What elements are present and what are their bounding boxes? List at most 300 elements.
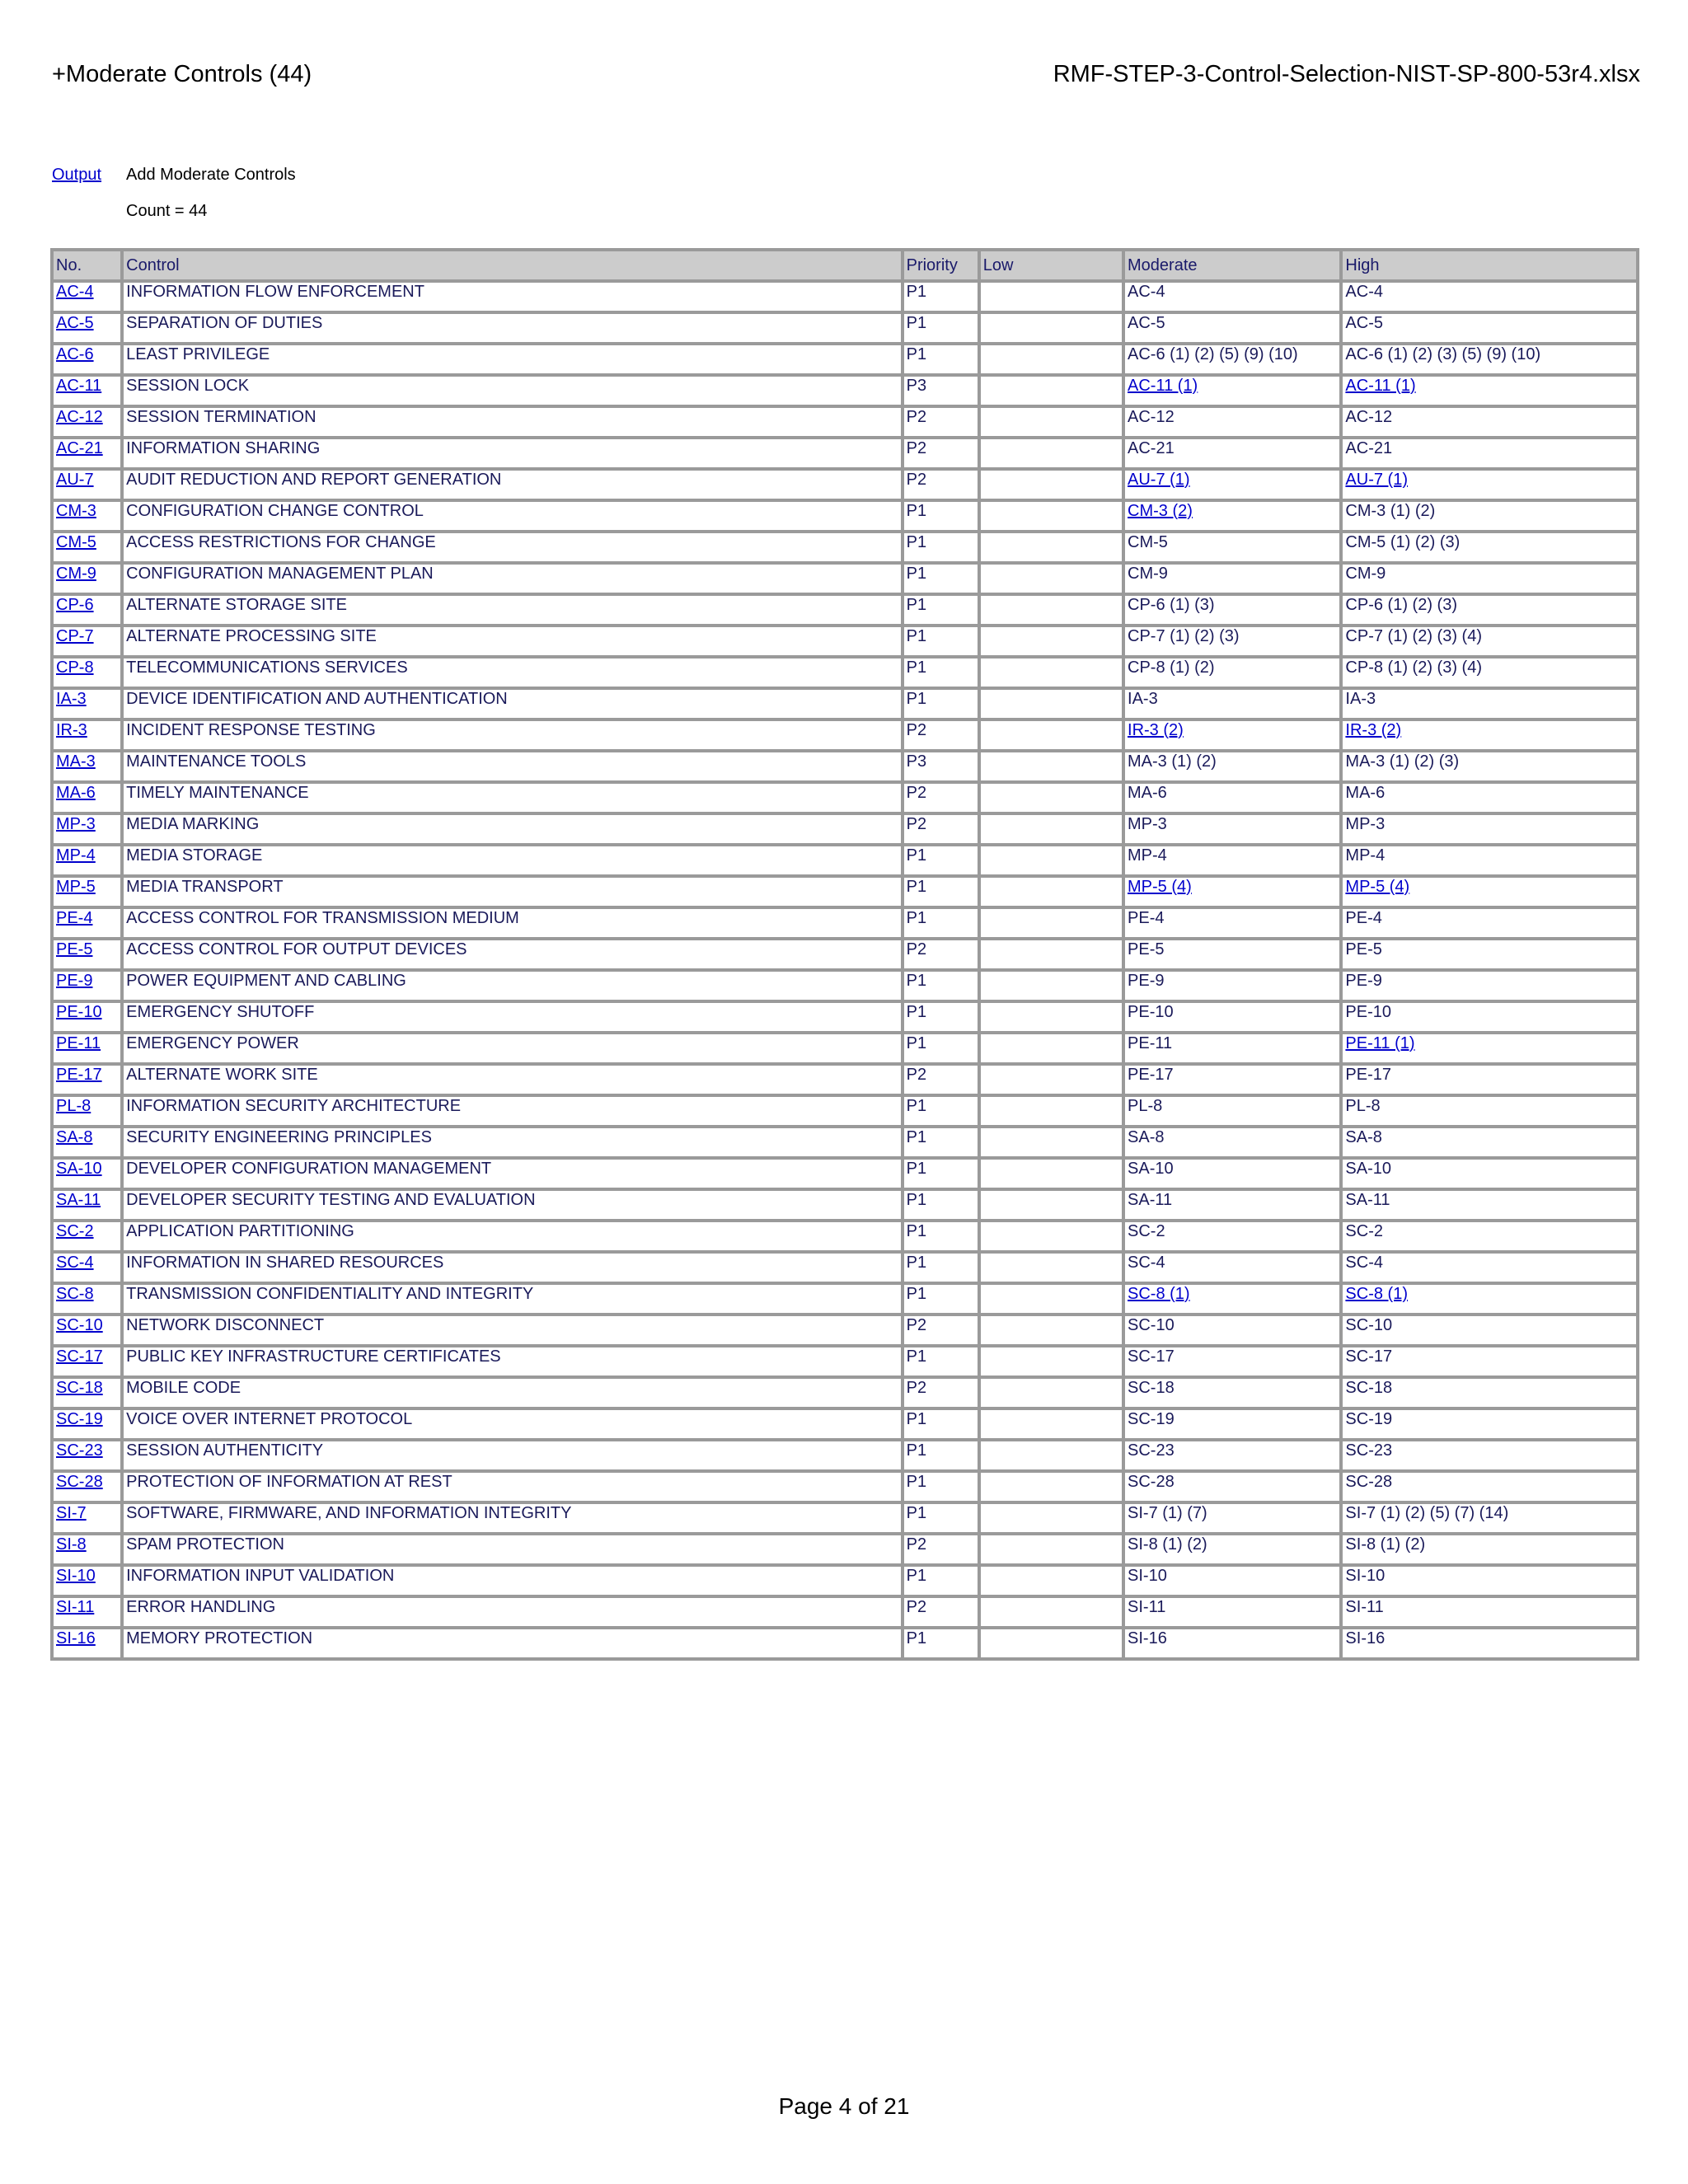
table-row: [54, 658, 1636, 687]
cell-no: [54, 377, 120, 405]
table-row: [54, 784, 1636, 812]
cell-control-name: INFORMATION SHARING: [124, 439, 900, 467]
control-id-link[interactable]: MA-6: [56, 784, 96, 802]
cell-no: [54, 1003, 120, 1031]
cell-low: [981, 1473, 1122, 1501]
cell-no: [54, 972, 120, 1000]
cell-low: [981, 1254, 1122, 1282]
cell-high: MA-3 (1) (2) (3): [1343, 752, 1636, 780]
cell-control-name: AUDIT REDUCTION AND REPORT GENERATION: [124, 471, 900, 499]
cell-moderate: IA-3: [1125, 690, 1339, 718]
cell-moderate: PL-8: [1125, 1097, 1339, 1125]
cell-moderate: PE-10: [1125, 1003, 1339, 1031]
cell-control-name: MEMORY PROTECTION: [124, 1629, 900, 1657]
cell-priority: P1: [904, 1285, 978, 1313]
cell-priority: P2: [904, 940, 978, 968]
control-id-link[interactable]: AU-7: [56, 471, 94, 489]
cell-moderate: SA-8: [1125, 1128, 1339, 1156]
cell-moderate: PE-4: [1125, 909, 1339, 937]
cell-priority: P2: [904, 784, 978, 812]
control-id-link[interactable]: MP-5: [56, 878, 96, 896]
cell-priority: P1: [904, 1629, 978, 1657]
cell-moderate: SC-17: [1125, 1347, 1339, 1376]
cell-moderate: SC-28: [1125, 1473, 1339, 1501]
table-row: [54, 909, 1636, 937]
control-id-link[interactable]: SA-8: [56, 1128, 93, 1146]
cell-low: [981, 1535, 1122, 1563]
cell-no: [54, 471, 120, 499]
table-row: [54, 1160, 1636, 1188]
control-id-link[interactable]: PE-11: [56, 1034, 101, 1052]
cell-low: [981, 533, 1122, 561]
cell-control-name: INCIDENT RESPONSE TESTING: [124, 721, 900, 749]
table-row: [54, 1003, 1636, 1031]
cell-moderate: MA-6: [1125, 784, 1339, 812]
cell-moderate: SA-11: [1125, 1191, 1339, 1219]
control-id-link[interactable]: SI-8: [56, 1535, 87, 1554]
cell-moderate: SC-2: [1125, 1222, 1339, 1250]
cell-no: [54, 1629, 120, 1657]
table-row: [54, 565, 1636, 593]
table-row: [54, 1567, 1636, 1595]
table-body: [54, 283, 1636, 1657]
cell-moderate: AC-5: [1125, 314, 1339, 342]
cell-priority: P3: [904, 752, 978, 780]
cell-moderate: [1125, 471, 1339, 499]
table-row: [54, 345, 1636, 373]
cell-control-name: VOICE OVER INTERNET PROTOCOL: [124, 1410, 900, 1438]
cell-no: [54, 784, 120, 812]
cell-moderate: CM-9: [1125, 565, 1339, 593]
control-id-link[interactable]: MP-3: [56, 815, 96, 833]
cell-high: SC-10: [1343, 1316, 1636, 1344]
cell-high: [1343, 878, 1636, 906]
control-id-link[interactable]: SC-28: [56, 1473, 103, 1491]
table-row: [54, 1410, 1636, 1438]
cell-priority: P1: [904, 1097, 978, 1125]
control-id-link[interactable]: SI-11: [56, 1598, 95, 1616]
cell-control-name: TRANSMISSION CONFIDENTIALITY AND INTEGRITY: [124, 1285, 900, 1313]
table-row: [54, 1504, 1636, 1532]
control-id-link[interactable]: IA-3: [56, 690, 87, 708]
cell-no: [54, 1128, 120, 1156]
table-row: [54, 1441, 1636, 1469]
cell-priority: P1: [904, 1567, 978, 1595]
cell-no: [54, 345, 120, 373]
cell-low: [981, 909, 1122, 937]
enhancement-link[interactable]: PE-11 (1): [1345, 1034, 1415, 1052]
cell-control-name: INFORMATION SECURITY ARCHITECTURE: [124, 1097, 900, 1125]
cell-high: [1343, 1034, 1636, 1062]
control-id-link[interactable]: SC-18: [56, 1379, 103, 1397]
table-row: [54, 1222, 1636, 1250]
enhancement-link[interactable]: IR-3 (2): [1128, 721, 1184, 739]
page-header-left: +Moderate Controls (44): [52, 61, 312, 87]
cell-low: [981, 1097, 1122, 1125]
control-id-link[interactable]: AC-11: [56, 377, 102, 395]
cell-high: SI-11: [1343, 1598, 1636, 1626]
cell-priority: P1: [904, 502, 978, 530]
cell-high: AC-21: [1343, 439, 1636, 467]
cell-low: [981, 377, 1122, 405]
cell-priority: P1: [904, 1473, 978, 1501]
control-id-link[interactable]: SC-8: [56, 1285, 94, 1303]
control-id-link[interactable]: PE-9: [56, 972, 93, 990]
cell-control-name: APPLICATION PARTITIONING: [124, 1222, 900, 1250]
cell-no: [54, 1316, 120, 1344]
cell-low: [981, 1316, 1122, 1344]
cell-priority: P2: [904, 408, 978, 436]
col-header-moderate: Moderate: [1125, 251, 1339, 279]
cell-high: AC-12: [1343, 408, 1636, 436]
cell-control-name: EMERGENCY POWER: [124, 1034, 900, 1062]
control-id-link[interactable]: CP-8: [56, 658, 94, 677]
cell-high: MP-3: [1343, 815, 1636, 843]
cell-high: PE-10: [1343, 1003, 1636, 1031]
cell-high: CM-9: [1343, 565, 1636, 593]
cell-moderate: PE-11: [1125, 1034, 1339, 1062]
cell-no: [54, 1097, 120, 1125]
cell-control-name: MOBILE CODE: [124, 1379, 900, 1407]
control-id-link[interactable]: PE-5: [56, 940, 93, 958]
cell-control-name: EMERGENCY SHUTOFF: [124, 1003, 900, 1031]
cell-priority: P2: [904, 471, 978, 499]
cell-low: [981, 1379, 1122, 1407]
table-row: [54, 408, 1636, 436]
cell-control-name: PROTECTION OF INFORMATION AT REST: [124, 1473, 900, 1501]
cell-moderate: [1125, 502, 1339, 530]
enhancement-link[interactable]: AU-7 (1): [1345, 471, 1408, 489]
cell-low: [981, 314, 1122, 342]
meta-title-row: [52, 150, 296, 185]
cell-priority: P1: [904, 1504, 978, 1532]
col-header-no: No.: [54, 251, 120, 279]
control-id-link[interactable]: SI-7: [56, 1504, 87, 1522]
cell-moderate: [1125, 721, 1339, 749]
cell-control-name: SESSION TERMINATION: [124, 408, 900, 436]
cell-no: [54, 1254, 120, 1282]
control-id-link[interactable]: CM-3: [56, 502, 96, 520]
enhancement-link[interactable]: SC-8 (1): [1345, 1285, 1408, 1303]
cell-moderate: PE-5: [1125, 940, 1339, 968]
cell-no: [54, 502, 120, 530]
cell-high: MA-6: [1343, 784, 1636, 812]
cell-high: SC-23: [1343, 1441, 1636, 1469]
cell-control-name: SEPARATION OF DUTIES: [124, 314, 900, 342]
cell-low: [981, 1128, 1122, 1156]
cell-no: [54, 690, 120, 718]
cell-priority: P1: [904, 1128, 978, 1156]
cell-high: [1343, 1285, 1636, 1313]
cell-low: [981, 565, 1122, 593]
cell-control-name: DEVELOPER SECURITY TESTING AND EVALUATION: [124, 1191, 900, 1219]
cell-no: [54, 1160, 120, 1188]
cell-low: [981, 658, 1122, 687]
cell-priority: P2: [904, 1535, 978, 1563]
cell-control-name: SESSION LOCK: [124, 377, 900, 405]
cell-priority: P2: [904, 1066, 978, 1094]
enhancement-link[interactable]: IR-3 (2): [1345, 721, 1402, 739]
cell-high: SC-17: [1343, 1347, 1636, 1376]
cell-no: [54, 1598, 120, 1626]
cell-priority: P1: [904, 878, 978, 906]
enhancement-link[interactable]: AC-11 (1): [1128, 377, 1198, 395]
table-row: [54, 1066, 1636, 1094]
cell-high: PL-8: [1343, 1097, 1636, 1125]
cell-priority: P1: [904, 1003, 978, 1031]
control-id-link[interactable]: SC-4: [56, 1254, 94, 1272]
cell-control-name: NETWORK DISCONNECT: [124, 1316, 900, 1344]
enhancement-link[interactable]: AU-7 (1): [1128, 471, 1190, 489]
page-number: Page 4 of 21: [778, 2093, 910, 2119]
cell-moderate: PE-17: [1125, 1066, 1339, 1094]
control-id-link[interactable]: PE-17: [56, 1066, 102, 1084]
cell-control-name: MEDIA STORAGE: [124, 846, 900, 874]
cell-low: [981, 283, 1122, 311]
report-meta: [52, 150, 296, 221]
table-row: [54, 1191, 1636, 1219]
cell-moderate: SA-10: [1125, 1160, 1339, 1188]
cell-moderate: AC-4: [1125, 283, 1339, 311]
cell-low: [981, 471, 1122, 499]
cell-moderate: SI-11: [1125, 1598, 1339, 1626]
control-id-link[interactable]: AC-6: [56, 345, 94, 363]
cell-moderate: SC-19: [1125, 1410, 1339, 1438]
cell-control-name: ALTERNATE PROCESSING SITE: [124, 627, 900, 655]
cell-no: [54, 1347, 120, 1376]
col-header-priority: Priority: [904, 251, 978, 279]
cell-low: [981, 1567, 1122, 1595]
cell-no: [54, 1066, 120, 1094]
cell-no: [54, 1473, 120, 1501]
control-id-link[interactable]: CM-9: [56, 565, 96, 583]
table-row: [54, 1629, 1636, 1657]
col-header-low: Low: [981, 251, 1122, 279]
cell-low: [981, 972, 1122, 1000]
cell-control-name: DEVELOPER CONFIGURATION MANAGEMENT: [124, 1160, 900, 1188]
table-row: [54, 1316, 1636, 1344]
control-id-link[interactable]: CP-7: [56, 627, 94, 645]
cell-high: IA-3: [1343, 690, 1636, 718]
cell-priority: P1: [904, 1347, 978, 1376]
cell-priority: P1: [904, 565, 978, 593]
table-row: [54, 815, 1636, 843]
table-row: [54, 1347, 1636, 1376]
cell-high: AC-6 (1) (2) (3) (5) (9) (10): [1343, 345, 1636, 373]
cell-low: [981, 1066, 1122, 1094]
cell-moderate: MP-3: [1125, 815, 1339, 843]
cell-priority: P1: [904, 1034, 978, 1062]
enhancement-link[interactable]: SC-8 (1): [1128, 1285, 1190, 1303]
control-id-link[interactable]: IR-3: [56, 721, 87, 739]
control-id-link[interactable]: SA-11: [56, 1191, 101, 1209]
table-header-row: [54, 251, 1636, 279]
cell-control-name: PUBLIC KEY INFRASTRUCTURE CERTIFICATES: [124, 1347, 900, 1376]
control-id-link[interactable]: AC-21: [56, 439, 103, 457]
control-id-link[interactable]: SI-10: [56, 1567, 96, 1585]
cell-moderate: [1125, 377, 1339, 405]
cell-high: PE-17: [1343, 1066, 1636, 1094]
cell-priority: P1: [904, 283, 978, 311]
cell-no: [54, 1410, 120, 1438]
report-title: Add Moderate Controls: [126, 166, 296, 184]
table-row: [54, 690, 1636, 718]
col-header-high: High: [1343, 251, 1636, 279]
control-id-link[interactable]: AC-5: [56, 314, 94, 332]
cell-low: [981, 1003, 1122, 1031]
cell-moderate: SI-16: [1125, 1629, 1339, 1657]
control-id-link[interactable]: SC-2: [56, 1222, 94, 1240]
table-row: [54, 1285, 1636, 1313]
cell-control-name: POWER EQUIPMENT AND CABLING: [124, 972, 900, 1000]
cell-no: [54, 1504, 120, 1532]
cell-priority: P1: [904, 596, 978, 624]
cell-control-name: TIMELY MAINTENANCE: [124, 784, 900, 812]
cell-priority: P2: [904, 439, 978, 467]
enhancement-link[interactable]: CM-3 (2): [1128, 502, 1193, 520]
control-id-link[interactable]: AC-12: [56, 408, 103, 426]
control-id-link[interactable]: SC-10: [56, 1316, 103, 1334]
enhancement-link[interactable]: AC-11 (1): [1345, 377, 1416, 395]
cell-high: CP-8 (1) (2) (3) (4): [1343, 658, 1636, 687]
cell-high: [1343, 377, 1636, 405]
controls-table: [50, 248, 1639, 1661]
cell-priority: P1: [904, 345, 978, 373]
cell-priority: P1: [904, 1160, 978, 1188]
control-id-link[interactable]: CP-6: [56, 596, 94, 614]
control-id-link[interactable]: MA-3: [56, 752, 96, 771]
report-count: Count = 44: [126, 202, 208, 220]
table-row: [54, 283, 1636, 311]
cell-no: [54, 658, 120, 687]
table-row: [54, 940, 1636, 968]
cell-low: [981, 627, 1122, 655]
cell-control-name: ERROR HANDLING: [124, 1598, 900, 1626]
cell-low: [981, 846, 1122, 874]
control-id-link[interactable]: PE-4: [56, 909, 93, 927]
cell-moderate: SI-8 (1) (2): [1125, 1535, 1339, 1563]
cell-low: [981, 878, 1122, 906]
cell-low: [981, 408, 1122, 436]
cell-priority: P2: [904, 1316, 978, 1344]
enhancement-link[interactable]: MP-5 (4): [1128, 878, 1192, 896]
cell-high: [1343, 471, 1636, 499]
table-row: [54, 502, 1636, 530]
cell-high: SC-18: [1343, 1379, 1636, 1407]
cell-no: [54, 1222, 120, 1250]
cell-moderate: [1125, 1285, 1339, 1313]
cell-low: [981, 1347, 1122, 1376]
cell-high: SC-19: [1343, 1410, 1636, 1438]
cell-no: [54, 1535, 120, 1563]
cell-control-name: SECURITY ENGINEERING PRINCIPLES: [124, 1128, 900, 1156]
control-id-link[interactable]: MP-4: [56, 846, 96, 865]
table-row: [54, 471, 1636, 499]
enhancement-link[interactable]: MP-5 (4): [1345, 878, 1410, 896]
table-row: [54, 377, 1636, 405]
cell-moderate: SC-23: [1125, 1441, 1339, 1469]
cell-moderate: MA-3 (1) (2): [1125, 752, 1339, 780]
cell-low: [981, 721, 1122, 749]
cell-no: [54, 533, 120, 561]
cell-high: [1343, 721, 1636, 749]
cell-control-name: ACCESS CONTROL FOR OUTPUT DEVICES: [124, 940, 900, 968]
cell-low: [981, 815, 1122, 843]
cell-low: [981, 940, 1122, 968]
cell-high: SA-11: [1343, 1191, 1636, 1219]
control-id-link[interactable]: SA-10: [56, 1160, 102, 1178]
cell-priority: P1: [904, 972, 978, 1000]
table-row: [54, 972, 1636, 1000]
cell-high: SC-4: [1343, 1254, 1636, 1282]
control-id-link[interactable]: AC-4: [56, 283, 94, 301]
table-row: [54, 1535, 1636, 1563]
cell-moderate: SC-4: [1125, 1254, 1339, 1282]
cell-low: [981, 1441, 1122, 1469]
table-row: [54, 1254, 1636, 1282]
control-id-link[interactable]: SI-16: [56, 1629, 96, 1647]
cell-moderate: SC-18: [1125, 1379, 1339, 1407]
cell-high: SC-28: [1343, 1473, 1636, 1501]
cell-high: PE-9: [1343, 972, 1636, 1000]
table-row: [54, 1598, 1636, 1626]
cell-high: SI-10: [1343, 1567, 1636, 1595]
table-row: [54, 721, 1636, 749]
control-id-link[interactable]: SC-23: [56, 1441, 103, 1460]
control-id-link[interactable]: CM-5: [56, 533, 96, 551]
page-header-right: RMF-STEP-3-Control-Selection-NIST-SP-800-53r4.xlsx: [1053, 61, 1640, 87]
cell-low: [981, 784, 1122, 812]
cell-priority: P1: [904, 1441, 978, 1469]
cell-control-name: TELECOMMUNICATIONS SERVICES: [124, 658, 900, 687]
control-id-link[interactable]: PL-8: [56, 1097, 91, 1115]
table-row: [54, 1128, 1636, 1156]
cell-no: [54, 439, 120, 467]
table-row: [54, 878, 1636, 906]
cell-low: [981, 1598, 1122, 1626]
cell-high: SI-7 (1) (2) (5) (7) (14): [1343, 1504, 1636, 1532]
cell-high: CP-6 (1) (2) (3): [1343, 596, 1636, 624]
cell-low: [981, 439, 1122, 467]
cell-control-name: ACCESS CONTROL FOR TRANSMISSION MEDIUM: [124, 909, 900, 937]
table-row: [54, 752, 1636, 780]
cell-control-name: INFORMATION IN SHARED RESOURCES: [124, 1254, 900, 1282]
table-row: [54, 314, 1636, 342]
cell-control-name: ALTERNATE STORAGE SITE: [124, 596, 900, 624]
cell-low: [981, 1504, 1122, 1532]
cell-high: CM-3 (1) (2): [1343, 502, 1636, 530]
cell-no: [54, 627, 120, 655]
cell-high: MP-4: [1343, 846, 1636, 874]
output-link[interactable]: Output: [52, 166, 102, 184]
control-id-link[interactable]: SC-17: [56, 1347, 103, 1366]
cell-moderate: MP-4: [1125, 846, 1339, 874]
cell-low: [981, 1191, 1122, 1219]
cell-no: [54, 1567, 120, 1595]
control-id-link[interactable]: SC-19: [56, 1410, 103, 1428]
cell-priority: P1: [904, 658, 978, 687]
control-id-link[interactable]: PE-10: [56, 1003, 102, 1021]
cell-control-name: CONFIGURATION MANAGEMENT PLAN: [124, 565, 900, 593]
cell-moderate: [1125, 878, 1339, 906]
cell-high: PE-5: [1343, 940, 1636, 968]
cell-high: SA-10: [1343, 1160, 1636, 1188]
cell-no: [54, 408, 120, 436]
cell-priority: P1: [904, 533, 978, 561]
table-row: [54, 439, 1636, 467]
table-row: [54, 596, 1636, 624]
cell-priority: P1: [904, 846, 978, 874]
